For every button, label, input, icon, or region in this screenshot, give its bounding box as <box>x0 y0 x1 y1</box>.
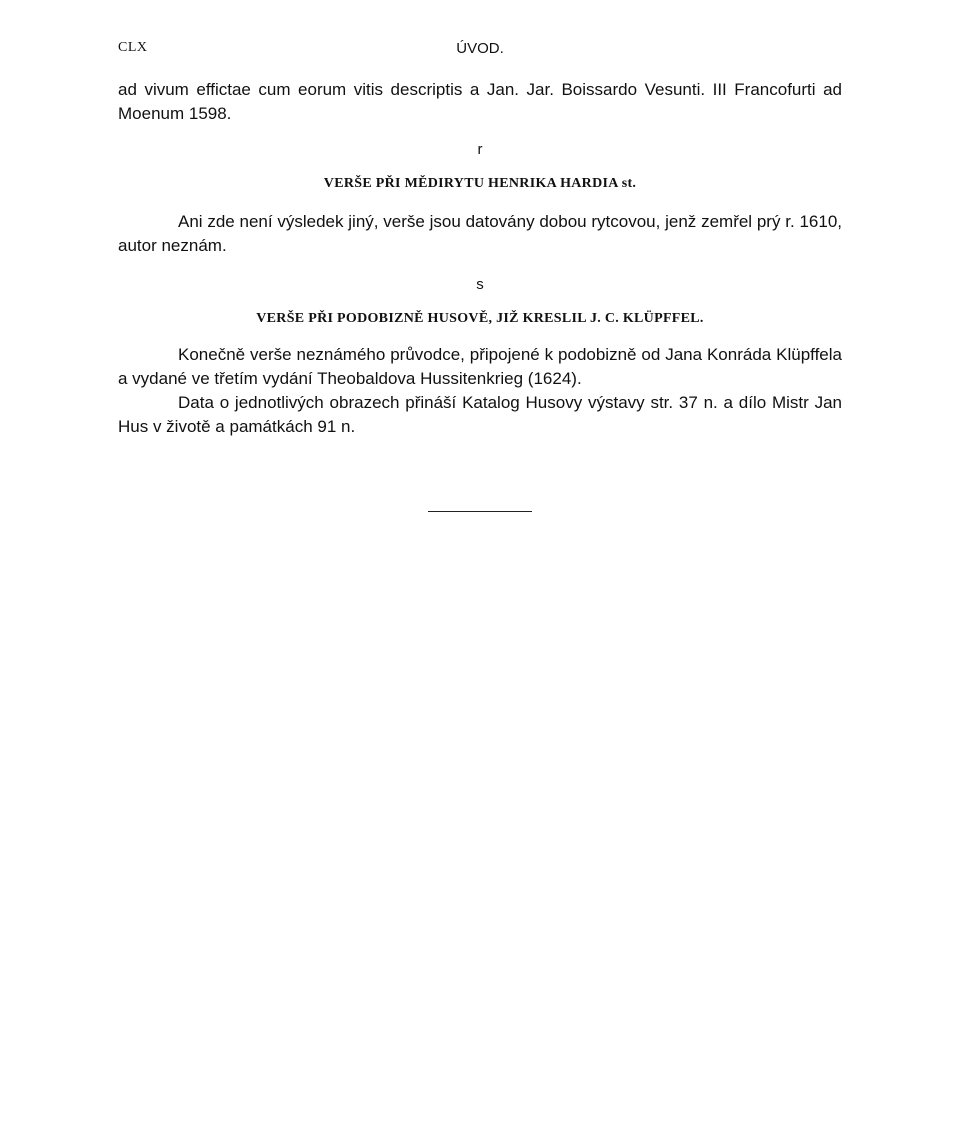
end-rule <box>428 511 532 512</box>
section-s-paragraph-1: Konečně verše neznámého průvodce, připojené k podobizně od Jana Konráda Klüpffela a vydané ve třetím vydání Theobaldova Hussitenkrieg (1624). <box>118 345 842 388</box>
running-header <box>118 40 842 60</box>
section-letter-r: r <box>477 141 483 158</box>
intro-paragraph: ad vivum effictae cum eorum vitis descriptis a Jan. Jar. Boissardo Vesunti. III Francofurti ad Moenum 1598. <box>118 80 842 123</box>
section-s-paragraph-2: Data o jednotlivých obrazech přináší Katalog Husovy výstavy str. 37 n. a dílo Mistr Jan Hus v životě a památkách 91 n. <box>118 393 842 436</box>
running-title: ÚVOD. <box>456 40 504 57</box>
intro-block <box>118 78 842 126</box>
section-r-body <box>118 210 842 258</box>
section-r-paragraph: Ani zde není výsledek jiný, verše jsou datovány dobou rytcovou, jenž zemřel prý r. 1610, autor neznám. <box>118 212 842 255</box>
section-s-body <box>118 343 842 439</box>
section-letter-s: s <box>476 276 484 293</box>
page-number: CLX <box>118 40 148 55</box>
section-heading-s: VERŠE PŘI PODOBIZNĚ HUSOVĚ, JIŽ KRESLIL J. C. KLÜPFFEL. <box>256 311 704 326</box>
section-heading-r: VERŠE PŘI MĚDIRYTU HENRIKA HARDIA st. <box>323 176 637 191</box>
